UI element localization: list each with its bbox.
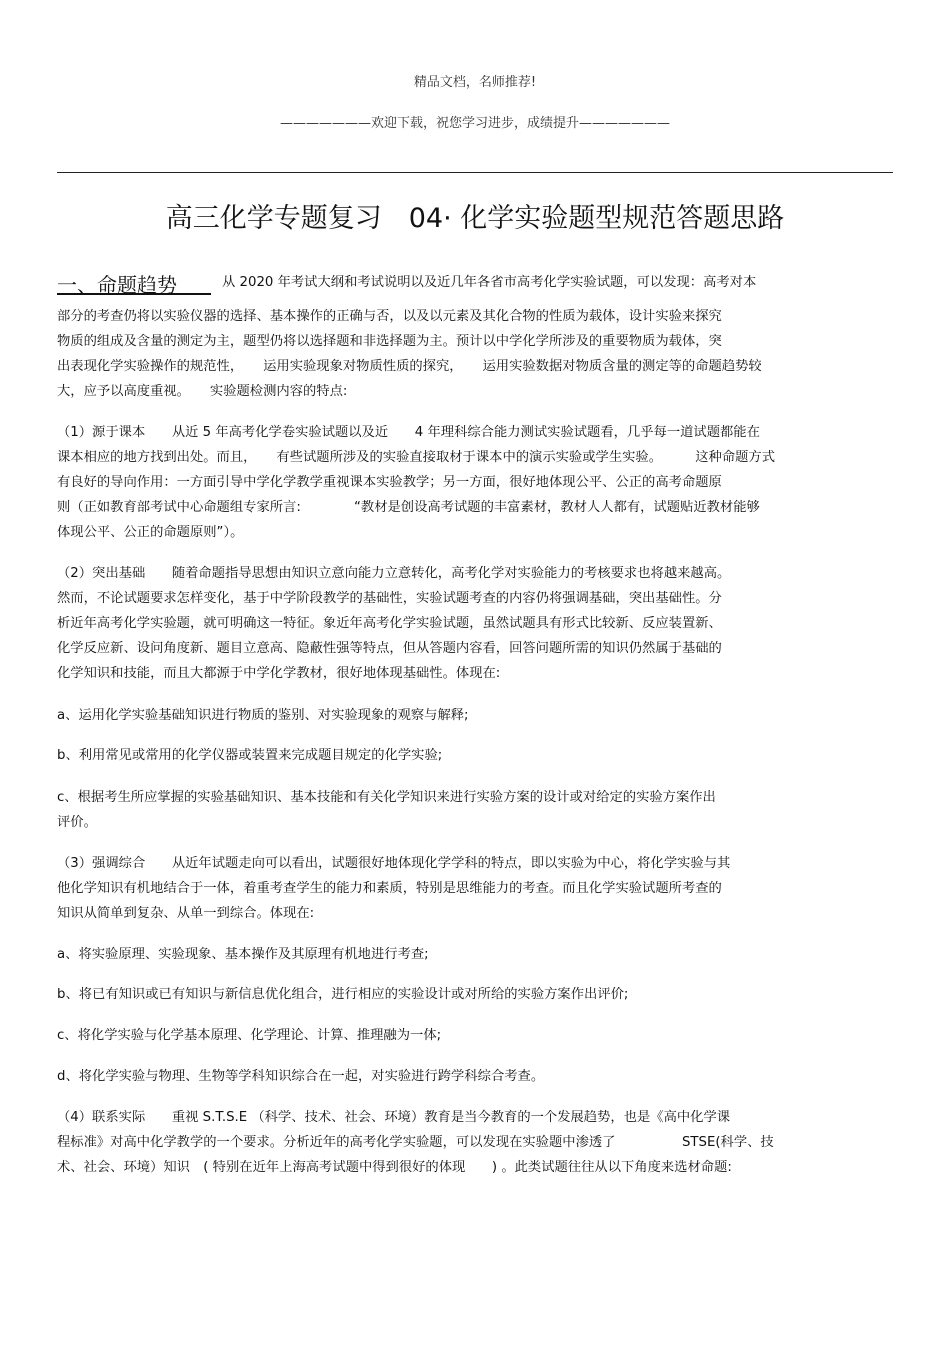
paragraph-line: 化学反应新、设问角度新、题目立意高、隐蔽性强等特点，但从答题内容看，回答问题所需的知识仍然属于基础的 xyxy=(57,641,722,656)
paragraph-line: 知识从简单到复杂、从单一到综合。体现在: xyxy=(57,906,315,921)
paragraph-line: 析近年高考化学实验题，就可明确这一特征。象近年高考化学实验试题，虽然试题具有形式比较新、反应装置新、 xyxy=(57,616,722,631)
section-heading: 一、命题趋势 xyxy=(57,273,177,297)
paragraph-line: 有良好的导向作用：一方面引导中学化学教学重视课本实验教学；另一方面，很好地体现公平、公正的高考命题原 xyxy=(57,475,722,490)
header-divider xyxy=(57,172,893,173)
list-item: b、将已有知识或已有知识与新信息优化组合，进行相应的实验设计或对所给的实验方案作出评价; xyxy=(57,987,629,1002)
list-item: a、将实验原理、实验现象、基本操作及其原理有机地进行考查; xyxy=(57,947,429,962)
header-welcome: ———————欢迎下载，祝您学习进步，成绩提升——————— xyxy=(279,116,670,131)
intro-line: 物质的组成及含量的测定为主，题型仍将以选择题和非选择题为主。预计以中学化学所涉及的重要物质为载体，突 xyxy=(57,334,722,349)
paragraph-line: 课本相应的地方找到出处。而且， 有些试题所涉及的实验直接取材于课本中的演示实验或学生实验。 这种命题方式 xyxy=(57,450,776,465)
paragraph-line: （2）突出基础 随着命题指导思想由知识立意向能力立意转化，高考化学对实验能力的考核要求也将越来越高。 xyxy=(57,566,731,581)
intro-line: 出表现化学实验操作的规范性， 运用实验现象对物质性质的探究， 运用实验数据对物质含量的测定等的命题趋势较 xyxy=(57,359,762,374)
section-heading-underline xyxy=(57,293,211,295)
list-item: d、将化学实验与物理、生物等学科知识综合在一起，对实验进行跨学科综合考查。 xyxy=(57,1069,545,1084)
list-item: c、将化学实验与化学基本原理、化学理论、计算、推理融为一体; xyxy=(57,1028,442,1043)
page-title: 高三化学专题复习 04· 化学实验题型规范答题思路 xyxy=(165,203,785,234)
paragraph-line: 他化学知识有机地结合于一体，着重考查学生的能力和素质，特别是思维能力的考查。而且化学实验试题所考查的 xyxy=(57,881,722,896)
list-item: a、运用化学实验基础知识进行物质的鉴别、对实验现象的观察与解释; xyxy=(57,708,469,723)
intro-line: 大，应予以高度重视。 实验题检测内容的特点: xyxy=(57,384,348,399)
paragraph-line: （3）强调综合 从近年试题走向可以看出，试题很好地体现化学学科的特点，即以实验为中心，将化学实验与其 xyxy=(57,856,731,871)
paragraph-line: （1）源于课本 从近 5 年高考化学卷实验试题以及近 4 年理科综合能力测试实验试题看，几乎每一道试题都能在 xyxy=(57,425,760,440)
paragraph-line: 术、社会、环境）知识 ( 特别在近年上海高考试题中得到很好的体现 ) 。此类试题往往从以下角度来选材命题: xyxy=(57,1160,732,1175)
paragraph-line: 体现公平、公正的命题原则”）。 xyxy=(57,525,244,540)
intro-line: 从 2020 年考试大纲和考试说明以及近几年各省市高考化学实验试题，可以发现：高考对本 xyxy=(222,275,757,290)
paragraph-line: 然而，不论试题要求怎样变化，基于中学阶段教学的基础性，实验试题考查的内容仍将强调基础，突出基础性。分 xyxy=(57,591,722,606)
paragraph-line: （4）联系实际 重视 S.T.S.E （科学、技术、社会、环境）教育是当今教育的一个发展趋势，也是《高中化学课 xyxy=(57,1110,731,1125)
intro-line: 部分的考查仍将以实验仪器的选择、基本操作的正确与否，以及以元素及其化合物的性质为载体，设计实验来探究 xyxy=(57,309,722,324)
paragraph-line: 程标准》对高中化学教学的一个要求。分析近年的高考化学实验题，可以发现在实验题中渗透了 STSE(科学、技 xyxy=(57,1135,774,1150)
list-item: c、根据考生所应掌握的实验基础知识、基本技能和有关化学知识来进行实验方案的设计或对给定的实验方案作出 xyxy=(57,790,716,805)
header-slogan: 精品文档，名师推荐! xyxy=(413,75,537,90)
paragraph-line: 化学知识和技能，而且大都源于中学化学教材，很好地体现基础性。体现在: xyxy=(57,666,501,681)
paragraph-line: 则（正如教育部考试中心命题组专家所言: “教材是创设高考试题的丰富素材，教材人人都有，试题贴近教材能够 xyxy=(57,500,760,515)
list-item: b、利用常见或常用的化学仪器或装置来完成题目规定的化学实验; xyxy=(57,748,443,763)
list-item: 评价。 xyxy=(57,815,97,830)
